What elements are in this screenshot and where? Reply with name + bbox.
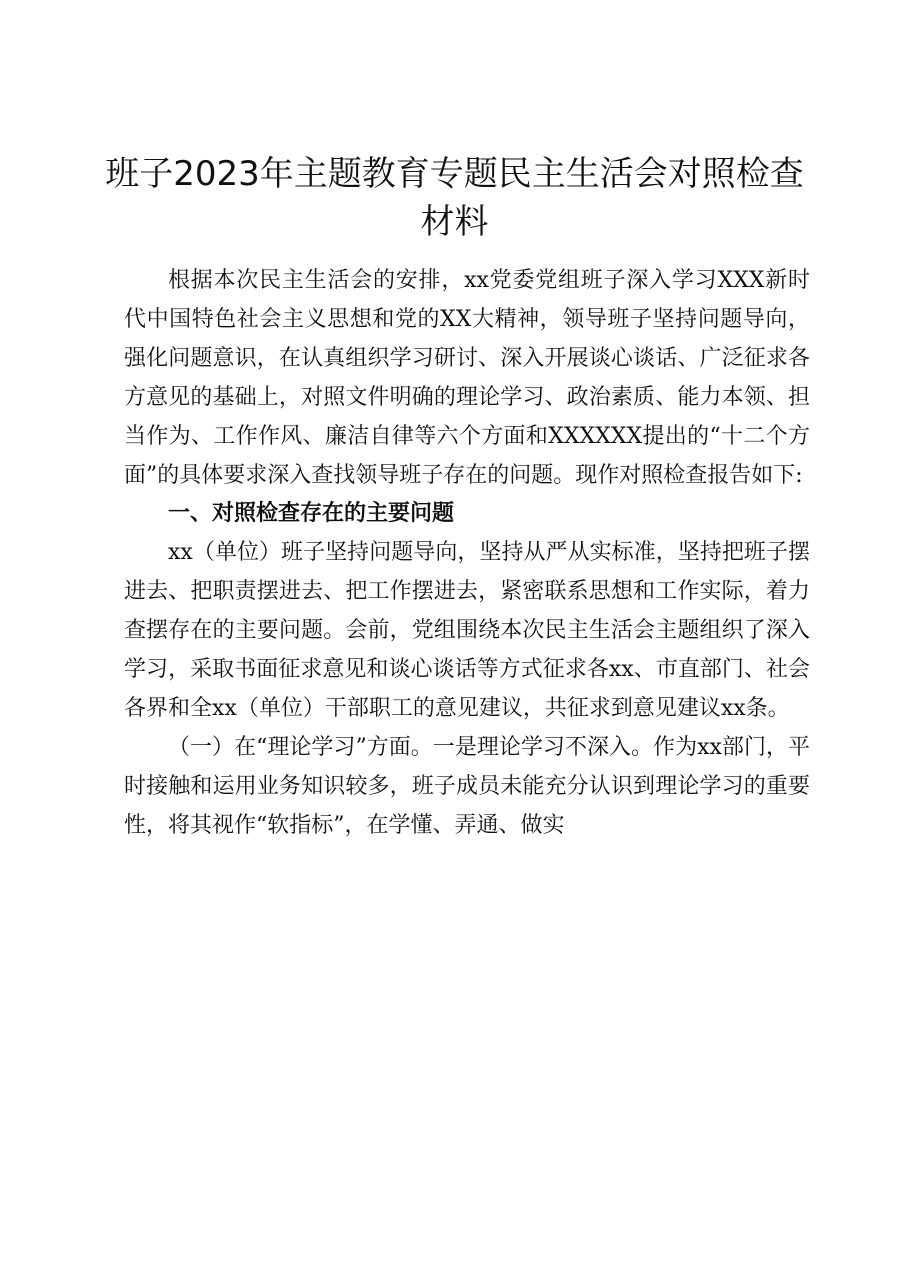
item-paragraph: （一）在“理论学习”方面。一是理论学习不深入。作为xx部门，平时接触和运用业务知识较多，班子成员未能充分认识到理论学习的重要性，将其视作“软指标”，在学懂、弄通、做实 <box>124 734 810 838</box>
document-title: 班子2023年主题教育专题民主生活会对照检查材料 <box>105 154 804 242</box>
document-body <box>124 262 810 846</box>
section-heading: 一、对照检查存在的主要问题 <box>168 501 455 527</box>
intro-paragraph: 根据本次民主生活会的安排，xx党委党组班子深入学习XXX新时代中国特色社会主义思想和党的XX大精神，领导班子坚持问题导向，强化问题意识，在认真组织学习研讨、深入开展谈心谈话、广泛征求各方意见的基础上，对照文件明确的理论学习、政治素质、能力本领、担当作为、工作作风、廉洁自律等六个方面和XXXXXX提出的“十二个方面”的具体要求深入查找领导班子存在的问题。现作对照检查报告如下: <box>124 268 810 488</box>
section-paragraph: xx（单位）班子坚持问题导向，坚持从严从实标准，坚持把班子摆进去、把职责摆进去、把工作摆进去，紧密联系思想和工作实际，着力查摆存在的主要问题。会前，党组围绕本次民主生活会主题组织了深入学习，采取书面征求意见和谈心谈话等方式征求各xx、市直部门、社会各界和全xx（单位）干部职工的意见建议，共征求到意见建议xx条。 <box>124 540 810 721</box>
